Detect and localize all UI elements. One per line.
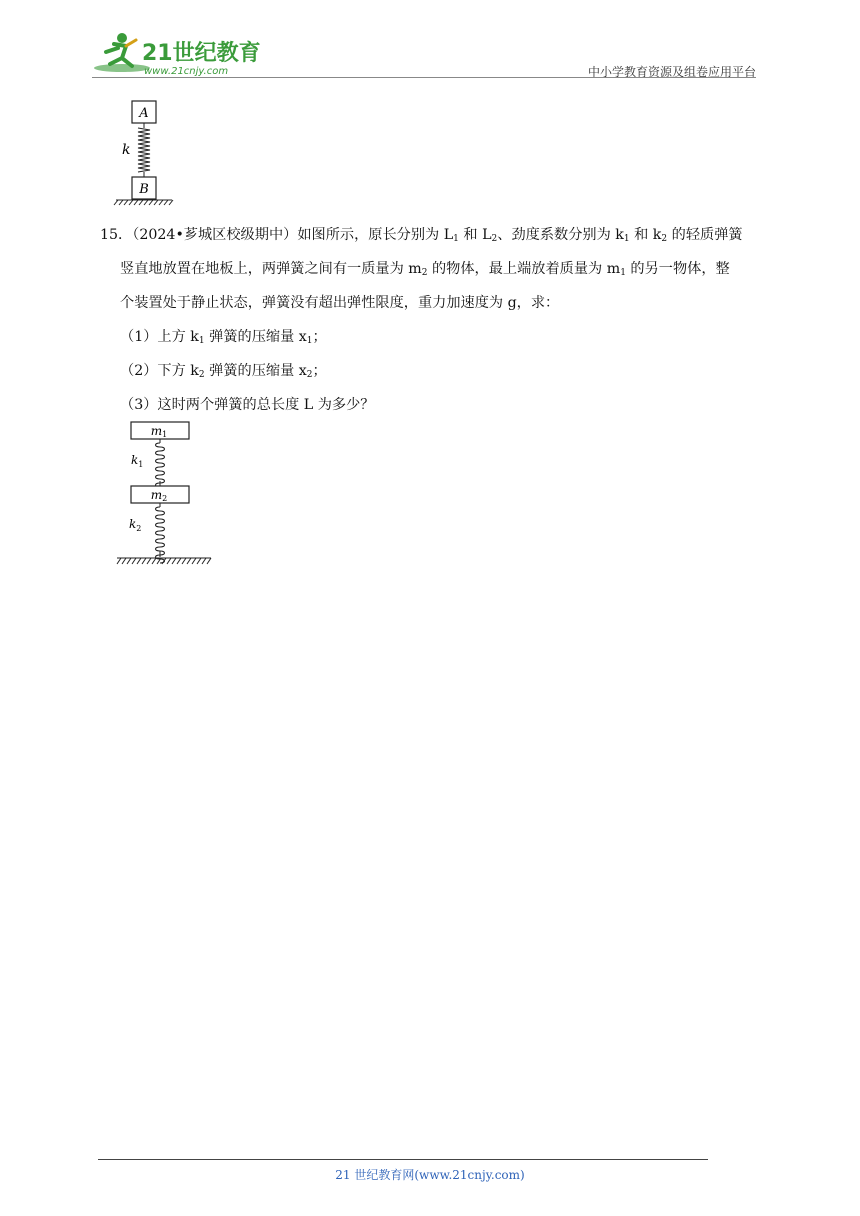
spring-k1-label: $k_1$ [131, 453, 144, 469]
figure-two-springs [115, 418, 215, 568]
logo-url: www.21cnjy.com [144, 66, 229, 77]
block-a-label: A [139, 106, 149, 121]
question-15 [100, 218, 760, 422]
subquestion-1: （1）上方 $k_1$ 弹簧的压缩量 $x_1$； [120, 329, 327, 346]
subquestion-3: （3）这时两个弹簧的总长度 L 为多少？ [120, 397, 375, 413]
page-header [92, 30, 756, 78]
subquestion-2: （2）下方 $k_2$ 弹簧的压缩量 $x_2$； [120, 363, 327, 380]
platform-tagline: 中小学教育资源及组卷应用平台 [587, 65, 756, 79]
mass-m2-label: m2 [150, 488, 168, 503]
spring-k2 [156, 503, 165, 563]
block-b-label: B [139, 182, 149, 197]
footer-link[interactable]: 21 世纪教育网(www.21cnjy.com) [335, 1168, 525, 1182]
mass-m1-label: m1 [150, 424, 168, 439]
spring-k [138, 123, 150, 177]
logo-text: 21世纪教育 [142, 41, 261, 66]
question-source: （2024•芗城区校级期中） [132, 227, 298, 243]
figure-spring-ab [112, 98, 176, 208]
ground-hatch [114, 200, 173, 205]
footer-divider [98, 1159, 708, 1160]
question-number: 15． [100, 227, 133, 243]
spring-k-label: k [122, 142, 131, 158]
question-line-1: 15．（2024•芗城区校级期中）如图所示，原长分别为 $L_1$ 和 $L_2$、劲度系数分别为 $k_1$ 和 $k_2$ 的轻质弹簧 [100, 227, 743, 244]
question-line-3: 个装置处于静止状态，弹簧没有超出弹性限度，重力加速度为 g，求： [120, 295, 560, 311]
site-logo [92, 30, 262, 78]
question-line-2: 竖直地放置在地板上，两弹簧之间有一质量为 $m_2$ 的物体，最上端放着质量为 $m_1$ 的另一物体，整 [120, 261, 730, 278]
spring-k2-label: $k_2$ [129, 517, 142, 533]
header-divider [92, 77, 756, 78]
ground-hatch [117, 558, 211, 564]
